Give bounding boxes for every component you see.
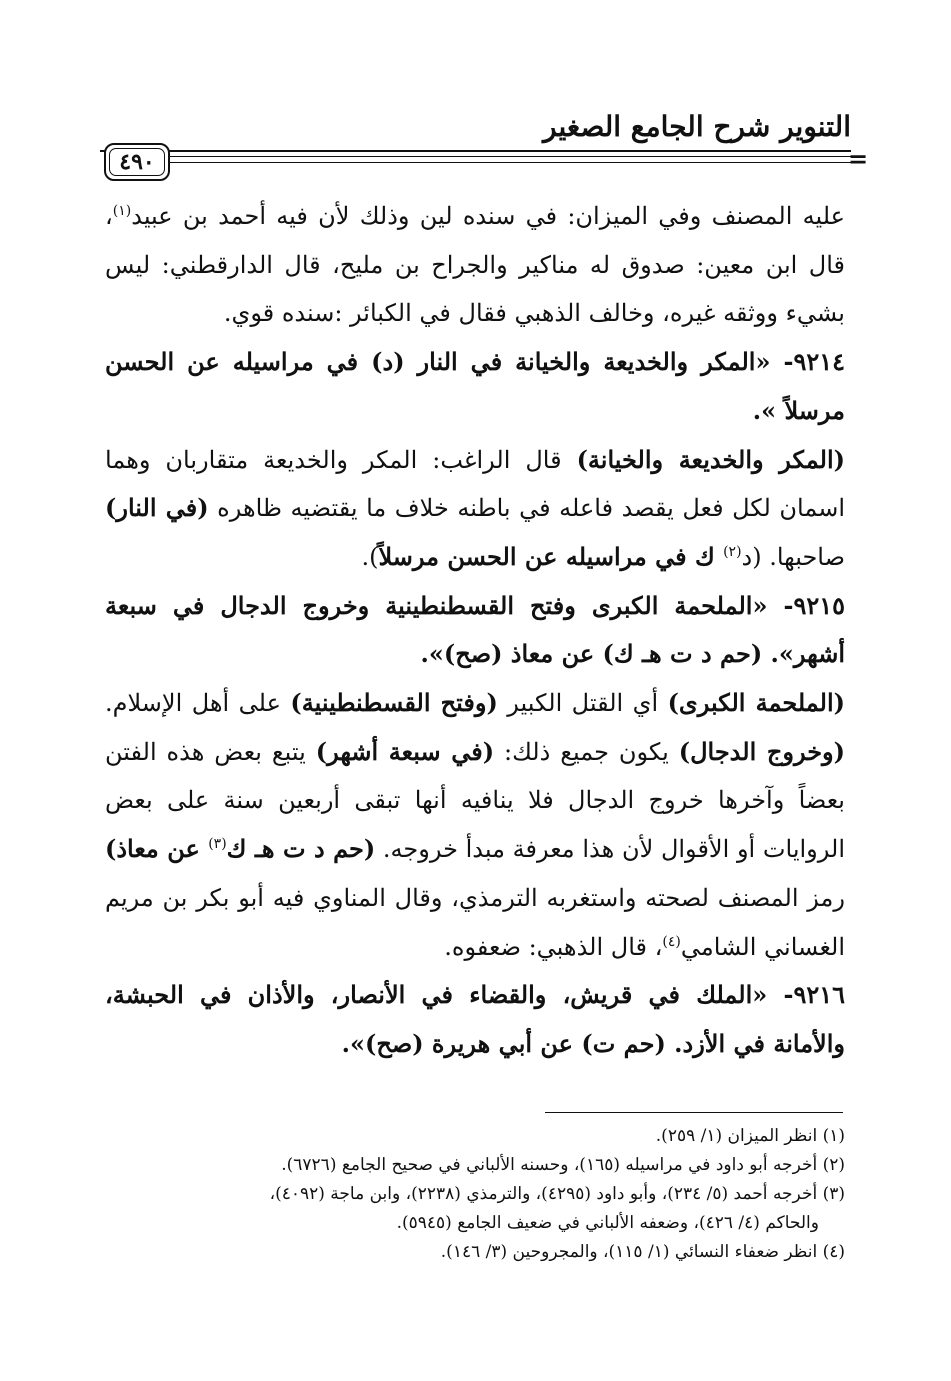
footnote-3-continued: والحاكم (٤/ ٤٢٦)، وضعفه الألباني في ضعيف الجامع (٥٩٤٥). [396, 1213, 819, 1233]
text: قال الراغب: المكر والخديعة متقاربان وهما اسمان لكل فعل يقصد فاعله في باطنه خلاف ما يقتضيه ظاهره [105, 445, 845, 523]
footnote-3: (٣) أخرجه أحمد (٥/ ٢٣٤)، وأبو داود (٤٢٩٥)، والترمذي (٢٢٣٨)، وابن ماجة (٤٠٩٢)، [269, 1184, 845, 1204]
quoted-term: (المكر والخديعة والخيانة) [576, 444, 845, 474]
book-title: التنوير شرح الجامع الصغير [543, 110, 851, 143]
footnote-1: (١) انظر الميزان (١/ ٢٥٩). [655, 1126, 845, 1146]
page-number [104, 143, 170, 181]
hadith-9214: ٩٢١٤- «المكر والخديعة والخيانة في النار (د) في مراسيله عن الحسن مرسلاً ». [105, 347, 845, 425]
header-divider [170, 162, 851, 163]
quoted-term: ك في مراسيله عن الحسن مرسلاً [378, 541, 724, 571]
commentary-9214 [105, 436, 845, 582]
quoted-term: (في سبعة أشهر) [315, 736, 495, 766]
footnote-ref: (٢) [723, 543, 742, 560]
text: على أهل الإسلام. [105, 689, 291, 718]
main-text [105, 192, 845, 1069]
quoted-term: عن معاذ) [105, 834, 209, 864]
text: ، قال الذهبي: ضعفوه. [444, 932, 663, 961]
footnote-divider [545, 1112, 843, 1113]
header-divider [170, 156, 851, 157]
page-number-label: ٤٩٠ [119, 149, 155, 175]
footnotes [105, 1122, 845, 1267]
header-divider [100, 150, 851, 152]
footnote-4: (٤) انظر ضعفاء النسائي (١/ ١١٥)، والمجروحين (٣/ ١٤٦). [440, 1242, 845, 1262]
footnote-2: (٢) أخرجه أبو داود في مراسيله (١٦٥)، وحسنه الألباني في صحيح الجامع (٦٧٢٦). [281, 1155, 845, 1175]
text: أي القتل الكبير [497, 689, 668, 718]
quoted-term: (في النار) [105, 493, 209, 523]
paragraph [105, 192, 845, 338]
quoted-term: (حم د ت هـ ك [226, 834, 376, 864]
quoted-term: (وفتح القسطنطينية) [290, 688, 498, 718]
quoted-term: (الملحمة الكبرى) [667, 688, 846, 718]
footnote-ref: (٣) [208, 836, 227, 853]
hadith-9215: ٩٢١٥- «الملحمة الكبرى وفتح القسطنطينية وخروج الدجال في سبعة أشهر». (حم د ت هـ ك) عن معاذ (صح)». [105, 590, 845, 669]
footnote-ref: (٤) [662, 933, 681, 950]
commentary-9215 [105, 679, 845, 971]
text: عليه المصنف وفي الميزان: في سنده لين وذلك لأن فيه أحمد بن عبيد [131, 202, 845, 230]
text: يتبع بعض هذه الفتن بعضاً وآخرها خروج الدجال فلا ينافيه أنها تبقى أربعين سنة على بعض الروايات أو الأقوال لأن هذا معرفة مبدأ خروجه. [105, 737, 845, 864]
hadith-9216: ٩٢١٦- «الملك في قريش، والقضاء في الأنصار، والأذان في الحبشة، والأمانة في الأزد. (حم ت) عن أبي هريرة (صح)». [105, 980, 845, 1058]
text: يكون جميع ذلك: [494, 737, 679, 766]
quoted-term: (وخروج الدجال) [678, 736, 846, 766]
ornament: = [848, 144, 869, 173]
text: صاحبها. (د [741, 542, 845, 571]
text: ). [361, 542, 379, 571]
text: رمز المصنف لصحته واستغربه الترمذي، وقال المناوي فيه أبو بكر بن مريم الغساني الشامي [105, 883, 845, 961]
text: ، قال ابن معين: صدوق له مناكير والجراح بن مليح، قال الدارقطني: ليس بشيء ووثقه غيره، وخالف الذهبي فقال في الكبائر :سنده قوي. [105, 202, 845, 328]
footnote-ref: (١) [112, 203, 132, 219]
